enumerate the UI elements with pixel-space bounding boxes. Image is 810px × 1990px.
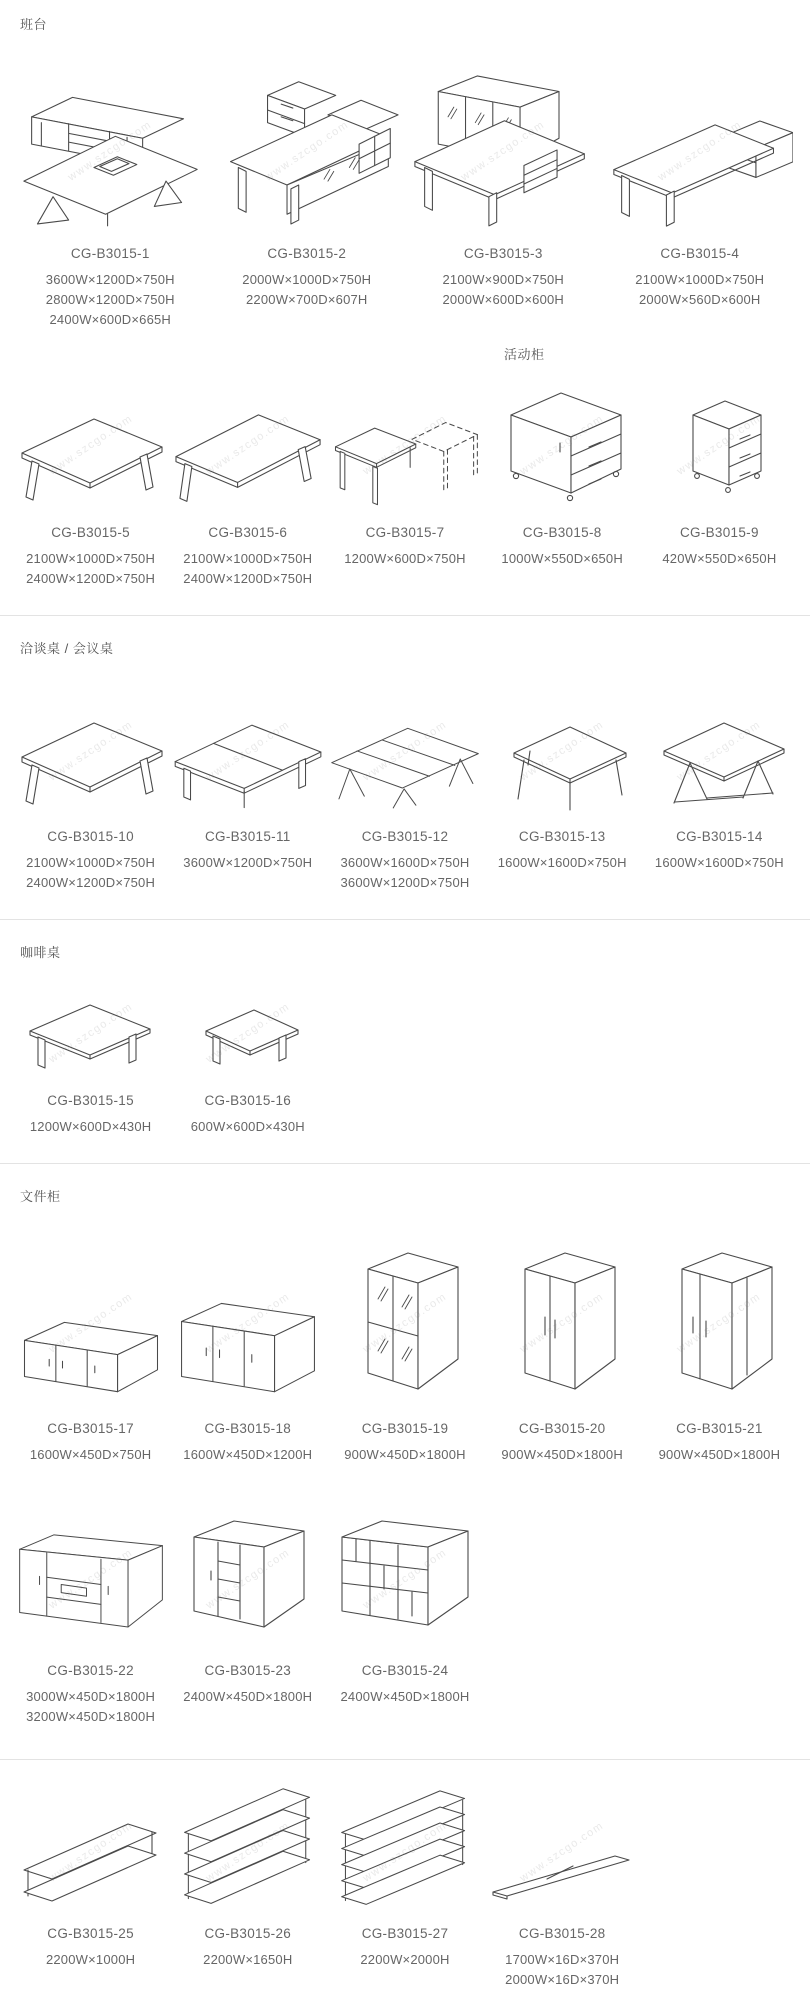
item-dimension: 2400W×1200D×750H bbox=[183, 571, 313, 586]
item-dimension: 2400W×1200D×750H bbox=[26, 571, 156, 586]
item-dimension: 3600W×1600D×750H bbox=[340, 855, 470, 870]
executive-desk-right-drawing bbox=[209, 55, 406, 230]
section-items-grid bbox=[12, 367, 798, 589]
item-dimension: 2100W×1000D×750H bbox=[635, 272, 765, 287]
item-dimension: 1600W×450D×1200H bbox=[183, 1447, 313, 1462]
item-dimensions bbox=[169, 1117, 326, 1137]
item-dimension: 3600W×1200D×750H bbox=[340, 875, 470, 890]
slanted-shelf-4-drawing bbox=[169, 1782, 326, 1910]
item-dimension: 3600W×1200D×750H bbox=[45, 272, 175, 287]
section-divider bbox=[0, 615, 810, 616]
executive-desk-hutch-drawing bbox=[405, 55, 602, 230]
catalog-item[interactable] bbox=[484, 675, 641, 893]
item-dimension: 1200W×600D×750H bbox=[344, 551, 466, 566]
item-dimensions bbox=[641, 853, 798, 873]
item-model-code: CG-B3015-24 bbox=[361, 1663, 449, 1678]
catalog-item[interactable] bbox=[484, 1782, 641, 1990]
mobile-cabinet-door-drawers-drawing bbox=[484, 367, 641, 509]
catalog-section-meeting-tables bbox=[0, 615, 810, 893]
catalog-item[interactable] bbox=[12, 675, 169, 893]
panel-table-drawing bbox=[12, 675, 169, 813]
item-dimension: 1600W×1600D×750H bbox=[654, 855, 784, 870]
shelf-cabinet-open-drawing bbox=[326, 1495, 483, 1647]
desk-with-dashed-return-drawing bbox=[326, 367, 483, 509]
item-dimensions bbox=[484, 853, 641, 873]
item-model-code: CG-B3015-26 bbox=[204, 1926, 292, 1941]
item-dimension: 900W×450D×1800H bbox=[501, 1447, 623, 1462]
item-dimensions bbox=[12, 1950, 169, 1970]
section-items-grid bbox=[12, 675, 798, 893]
item-dimension: 2000W×600D×600H bbox=[442, 292, 565, 307]
item-dimensions bbox=[641, 1445, 798, 1465]
coffee-table-square-drawing bbox=[169, 979, 326, 1077]
wall-unit-wide-drawing bbox=[12, 1495, 169, 1647]
item-model-code: CG-B3015-14 bbox=[676, 829, 763, 844]
item-dimensions bbox=[484, 1445, 641, 1465]
shelf-cabinet-drawing bbox=[169, 1495, 326, 1647]
item-dimension: 2100W×900D×750H bbox=[442, 272, 565, 287]
catalog-item[interactable] bbox=[405, 55, 602, 330]
section-items-grid bbox=[12, 1223, 798, 1727]
item-dimension: 2000W×560D×600H bbox=[638, 292, 761, 307]
square-table-drawing bbox=[484, 675, 641, 813]
catalog-item[interactable] bbox=[169, 675, 326, 893]
catalog-item[interactable] bbox=[641, 1223, 798, 1465]
item-model-code: CG-B3015-8 bbox=[522, 525, 602, 540]
catalog-item[interactable] bbox=[12, 367, 169, 589]
section-title: 文件柜 bbox=[20, 1189, 61, 1204]
section-divider bbox=[0, 1759, 810, 1760]
section-title: 咖啡桌 bbox=[20, 945, 61, 960]
item-dimension: 420W×550D×650H bbox=[662, 551, 777, 566]
item-model-code: CG-B3015-25 bbox=[47, 1926, 134, 1941]
tall-cabinet-two-door-b-drawing bbox=[641, 1223, 798, 1405]
item-dimensions bbox=[326, 549, 483, 569]
item-model-code: CG-B3015-11 bbox=[204, 829, 291, 844]
item-dimensions bbox=[12, 549, 169, 589]
item-dimension: 900W×450D×1800H bbox=[658, 1447, 781, 1462]
item-model-code: CG-B3015-13 bbox=[518, 829, 606, 844]
item-dimensions bbox=[169, 853, 326, 873]
item-model-code: CG-B3015-27 bbox=[361, 1926, 449, 1941]
catalog-item[interactable] bbox=[484, 1223, 641, 1465]
item-dimensions bbox=[484, 1950, 641, 1990]
slanted-shelf-5-drawing bbox=[326, 1782, 483, 1910]
wall-panel-drawing bbox=[484, 1782, 641, 1910]
item-model-code: CG-B3015-20 bbox=[518, 1421, 606, 1436]
item-dimension: 2200W×700D×607H bbox=[245, 292, 368, 307]
tall-cabinet-glass-drawing bbox=[326, 1223, 483, 1405]
catalog-item[interactable] bbox=[602, 55, 799, 330]
item-dimension: 1000W×550D×650H bbox=[501, 551, 623, 566]
item-dimensions bbox=[326, 1950, 483, 1970]
item-dimension: 3000W×450D×1800H bbox=[26, 1689, 156, 1704]
item-dimension: 1600W×1600D×750H bbox=[497, 855, 627, 870]
item-dimension: 600W×600D×430H bbox=[190, 1119, 305, 1134]
catalog-item[interactable] bbox=[169, 1495, 326, 1727]
item-dimensions bbox=[602, 270, 799, 310]
item-dimensions bbox=[326, 853, 483, 893]
panel-table-wide-drawing bbox=[169, 367, 326, 509]
item-model-code: CG-B3015-7 bbox=[365, 525, 445, 540]
catalog-item[interactable] bbox=[169, 979, 326, 1137]
catalog-item[interactable] bbox=[12, 979, 169, 1137]
item-dimension: 900W×450D×1800H bbox=[344, 1447, 466, 1462]
catalog-item[interactable] bbox=[12, 55, 209, 330]
catalog-item[interactable] bbox=[12, 1782, 169, 1990]
item-dimensions bbox=[12, 1117, 169, 1137]
item-dimension: 2000W×1000D×750H bbox=[242, 272, 372, 287]
item-dimensions bbox=[641, 549, 798, 569]
section-title: 班台 bbox=[20, 17, 48, 32]
item-model-code: CG-B3015-2 bbox=[267, 246, 347, 261]
item-dimension: 1600W×450D×750H bbox=[29, 1447, 152, 1462]
item-dimension: 2100W×1000D×750H bbox=[26, 855, 156, 870]
item-model-code: CG-B3015-10 bbox=[47, 829, 134, 844]
item-model-code: CG-B3015-21 bbox=[676, 1421, 763, 1436]
item-dimensions bbox=[326, 1445, 483, 1465]
catalog-item[interactable] bbox=[209, 55, 406, 330]
long-conference-table-drawing bbox=[169, 675, 326, 813]
mobile-pedestal-drawers-drawing bbox=[641, 367, 798, 509]
catalog-item[interactable] bbox=[641, 675, 798, 893]
section-items-grid bbox=[12, 979, 798, 1137]
section-title: 活动柜 bbox=[504, 347, 545, 362]
catalog-section-mobile-cabinets bbox=[0, 344, 810, 589]
item-dimension: 2200W×1000H bbox=[45, 1952, 136, 1967]
item-dimension: 2100W×1000D×750H bbox=[183, 551, 313, 566]
item-dimensions bbox=[169, 1445, 326, 1465]
item-model-code: CG-B3015-3 bbox=[463, 246, 543, 261]
item-model-code: CG-B3015-28 bbox=[518, 1926, 606, 1941]
catalog-item[interactable] bbox=[326, 1223, 483, 1465]
catalog-item[interactable] bbox=[326, 367, 483, 589]
catalog-item[interactable] bbox=[484, 367, 641, 589]
item-dimensions bbox=[326, 1687, 483, 1707]
slanted-shelf-2-drawing bbox=[12, 1782, 169, 1910]
catalog-item[interactable] bbox=[12, 1495, 169, 1727]
item-model-code: CG-B3015-6 bbox=[208, 525, 288, 540]
item-dimensions bbox=[12, 270, 209, 330]
item-dimension: 3200W×450D×1800H bbox=[26, 1709, 156, 1724]
item-dimension: 1700W×16D×370H bbox=[505, 1952, 620, 1967]
item-dimensions bbox=[169, 1687, 326, 1707]
item-dimensions bbox=[484, 549, 641, 569]
square-table-truss-drawing bbox=[641, 675, 798, 813]
executive-desk-side-return-drawing bbox=[602, 55, 799, 230]
item-model-code: CG-B3015-9 bbox=[679, 525, 759, 540]
catalog-item[interactable] bbox=[326, 1782, 483, 1990]
item-model-code: CG-B3015-15 bbox=[47, 1093, 134, 1108]
mid-cabinet-drawing bbox=[169, 1223, 326, 1405]
item-dimension: 2400W×450D×1800H bbox=[183, 1689, 313, 1704]
item-dimension: 2800W×1200D×750H bbox=[45, 292, 175, 307]
item-model-code: CG-B3015-22 bbox=[47, 1663, 134, 1678]
section-divider bbox=[0, 1163, 810, 1164]
catalog-item[interactable] bbox=[169, 1223, 326, 1465]
item-dimensions bbox=[169, 1950, 326, 1970]
low-sideboard-drawing bbox=[12, 1223, 169, 1405]
item-model-code: CG-B3015-17 bbox=[47, 1421, 134, 1436]
catalog-item[interactable] bbox=[641, 367, 798, 589]
executive-desk-left-drawing bbox=[12, 55, 209, 230]
item-dimensions bbox=[169, 549, 326, 589]
item-model-code: CG-B3015-4 bbox=[660, 246, 740, 261]
item-dimensions bbox=[12, 1687, 169, 1727]
item-dimension: 2200W×2000H bbox=[360, 1952, 450, 1967]
catalog-section-wall-shelves bbox=[0, 1727, 810, 1990]
item-dimension: 2400W×1200D×750H bbox=[26, 875, 156, 890]
item-dimension: 2200W×1650H bbox=[203, 1952, 293, 1967]
panel-table-drawing bbox=[12, 367, 169, 509]
tall-cabinet-two-door-drawing bbox=[484, 1223, 641, 1405]
item-dimension: 2400W×600D×665H bbox=[49, 312, 172, 327]
item-model-code: CG-B3015-5 bbox=[51, 525, 130, 540]
catalog-section-desks bbox=[0, 0, 810, 330]
section-title: 洽谈桌 / 会议桌 bbox=[20, 641, 114, 656]
section-divider bbox=[0, 919, 810, 920]
item-dimensions bbox=[209, 270, 406, 310]
item-model-code: CG-B3015-12 bbox=[361, 829, 449, 844]
item-model-code: CG-B3015-19 bbox=[361, 1421, 449, 1436]
item-dimension: 2100W×1000D×750H bbox=[26, 551, 156, 566]
catalog-item[interactable] bbox=[326, 675, 483, 893]
item-dimensions bbox=[12, 853, 169, 893]
catalog-section-coffee-tables bbox=[0, 919, 810, 1137]
item-model-code: CG-B3015-23 bbox=[204, 1663, 292, 1678]
item-model-code: CG-B3015-18 bbox=[204, 1421, 292, 1436]
catalog-item[interactable] bbox=[169, 367, 326, 589]
item-dimension: 3600W×1200D×750H bbox=[183, 855, 313, 870]
catalog-item[interactable] bbox=[12, 1223, 169, 1465]
section-items-grid bbox=[12, 1782, 798, 1990]
catalog-item[interactable] bbox=[169, 1782, 326, 1990]
item-dimension: 2000W×16D×370H bbox=[505, 1972, 620, 1987]
item-dimension: 1200W×600D×430H bbox=[29, 1119, 152, 1134]
catalog-item[interactable] bbox=[326, 1495, 483, 1727]
section-items-grid bbox=[12, 55, 798, 330]
item-dimensions bbox=[12, 1445, 169, 1465]
catalog-section-file-cabinets bbox=[0, 1163, 810, 1727]
coffee-table-long-drawing bbox=[12, 979, 169, 1077]
item-model-code: CG-B3015-16 bbox=[204, 1093, 292, 1108]
item-dimensions bbox=[405, 270, 602, 310]
long-conference-table-splayed-drawing bbox=[326, 675, 483, 813]
item-model-code: CG-B3015-1 bbox=[70, 246, 150, 261]
item-dimension: 2400W×450D×1800H bbox=[340, 1689, 470, 1704]
